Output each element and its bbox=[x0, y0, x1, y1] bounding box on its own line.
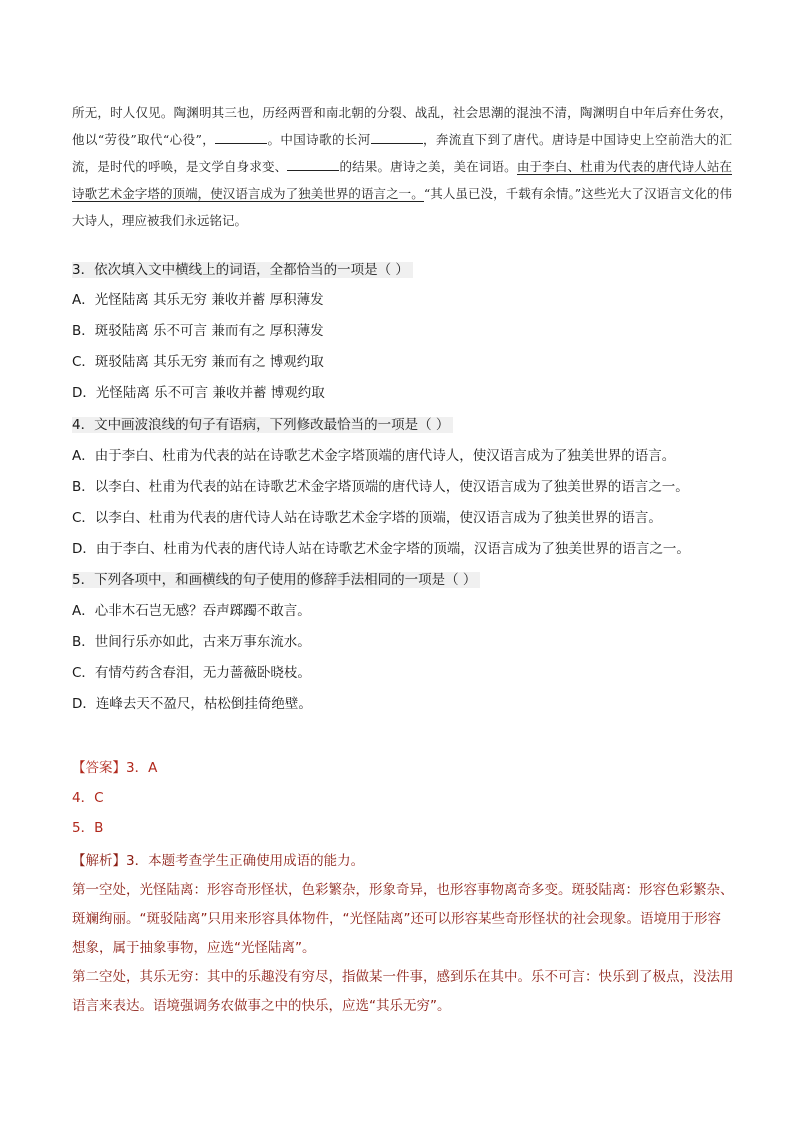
question-3-option-d: D．光怪陆离 乐不可言 兼收并蓄 博观约取 bbox=[72, 385, 325, 401]
passage-text-2: 。中国诗歌的长河 bbox=[267, 132, 371, 147]
fill-blank-1 bbox=[215, 129, 267, 144]
question-3-option-c: C．斑驳陆离 其乐无穷 兼而有之 博观约取 bbox=[72, 354, 324, 370]
question-3-option-b: B．斑驳陆离 乐不可言 兼而有之 厚积薄发 bbox=[72, 323, 324, 339]
answer-line-3 bbox=[72, 758, 157, 778]
explanation-intro-line bbox=[72, 847, 734, 876]
explanation-paragraph-2: 第二空处，其乐无穷：其中的乐趣没有穷尽，指做某一件事，感到乐在其中。乐不可言：快乐到了极点，没法用语言来表达。语境强调务农做事之中的快乐，应选“其乐无穷”。 bbox=[72, 969, 734, 1014]
question-5-option-d: D．连峰去天不盈尺，枯松倒挂倚绝壁。 bbox=[72, 696, 312, 712]
question-3-option-a: A．光怪陆离 其乐无穷 兼收并蓄 厚积薄发 bbox=[72, 292, 324, 308]
explanation-paragraph-1: 第一空处，光怪陆离：形容奇形怪状，色彩繁杂，形象奇异，也形容事物离奇多变。斑驳陆离：形容色彩繁杂、斑斓绚丽。“斑驳陆离”只用来形容具体物件，“光怪陆离”还可以形容某些奇形怪状的社会现象。语境用于形容想象，属于抽象事物，应选“光怪陆离”。 bbox=[72, 882, 734, 956]
passage-text-5: “其人虽已没，千载有余情。”这些光大了汉语言文化的伟大诗人，理应被我们永远铭记。 bbox=[72, 186, 732, 228]
answer-label: 【答案】 bbox=[72, 760, 126, 776]
question-5-title: 5．下列各项中，和画横线的句子使用的修辞手法相同的一项是（ ） bbox=[72, 570, 480, 590]
question-4-option-a: A．由于李白、杜甫为代表的站在诗歌艺术金字塔顶端的唐代诗人，使汉语言成为了独美世界的语言。 bbox=[72, 448, 676, 464]
explanation-block bbox=[72, 847, 734, 1021]
passage-text-4: 的结果。唐诗之美，美在词语。 bbox=[339, 159, 517, 174]
fill-blank-2 bbox=[371, 129, 423, 144]
fill-blank-3 bbox=[287, 156, 339, 171]
passage-text-3: ，奔流直下到了唐代。唐诗是中国诗史上空前浩大的汇流，是时代的呼唤，是文学自身求变、 bbox=[72, 132, 732, 174]
answer-5: 5．B bbox=[72, 820, 104, 836]
wavy-underlined-sentence: 由于李白、杜甫为代表的唐代诗人站在诗歌艺术金字塔的顶端，使汉语言成为了独美世界的语言之一。 bbox=[72, 159, 732, 201]
question-4-title: 4．文中画波浪线的句子有语病，下列修改最恰当的一项是（ ） bbox=[72, 415, 453, 435]
question-5-option-c: C．有情芍药含春泪，无力蔷薇卧晓枝。 bbox=[72, 665, 311, 681]
passage-text-1: 所无，时人仅见。陶渊明其三也，历经两晋和南北朝的分裂、战乱，社会思潮的混浊不清，陶渊明自中年后弃仕务农，他以“劳役”取代“心役”， bbox=[72, 105, 732, 147]
question-4-option-d: D．由于李白、杜甫为代表的唐代诗人站在诗歌艺术金字塔的顶端，汉语言成为了独美世界的语言之一。 bbox=[72, 541, 690, 557]
answer-4: 4．C bbox=[72, 790, 104, 806]
explanation-intro: 3．本题考查学生正确使用成语的能力。 bbox=[126, 853, 365, 869]
question-4-option-b: B．以李白、杜甫为代表的站在诗歌艺术金字塔顶端的唐代诗人，使汉语言成为了独美世界的语言之一。 bbox=[72, 479, 689, 495]
explanation-label: 【解析】 bbox=[72, 853, 126, 869]
question-5-option-b: B．世间行乐亦如此，古来万事东流水。 bbox=[72, 634, 311, 650]
reading-passage bbox=[72, 99, 732, 234]
answer-3: 3．A bbox=[126, 760, 158, 776]
question-5-option-a: A．心非木石岂无感？吞声踯躅不敢言。 bbox=[72, 603, 311, 619]
question-4-option-c: C．以李白、杜甫为代表的唐代诗人站在诗歌艺术金字塔的顶端，使汉语言成为了独美世界的语言。 bbox=[72, 510, 662, 526]
question-3-title: 3．依次填入文中横线上的词语，全都恰当的一项是（ ） bbox=[72, 260, 413, 280]
